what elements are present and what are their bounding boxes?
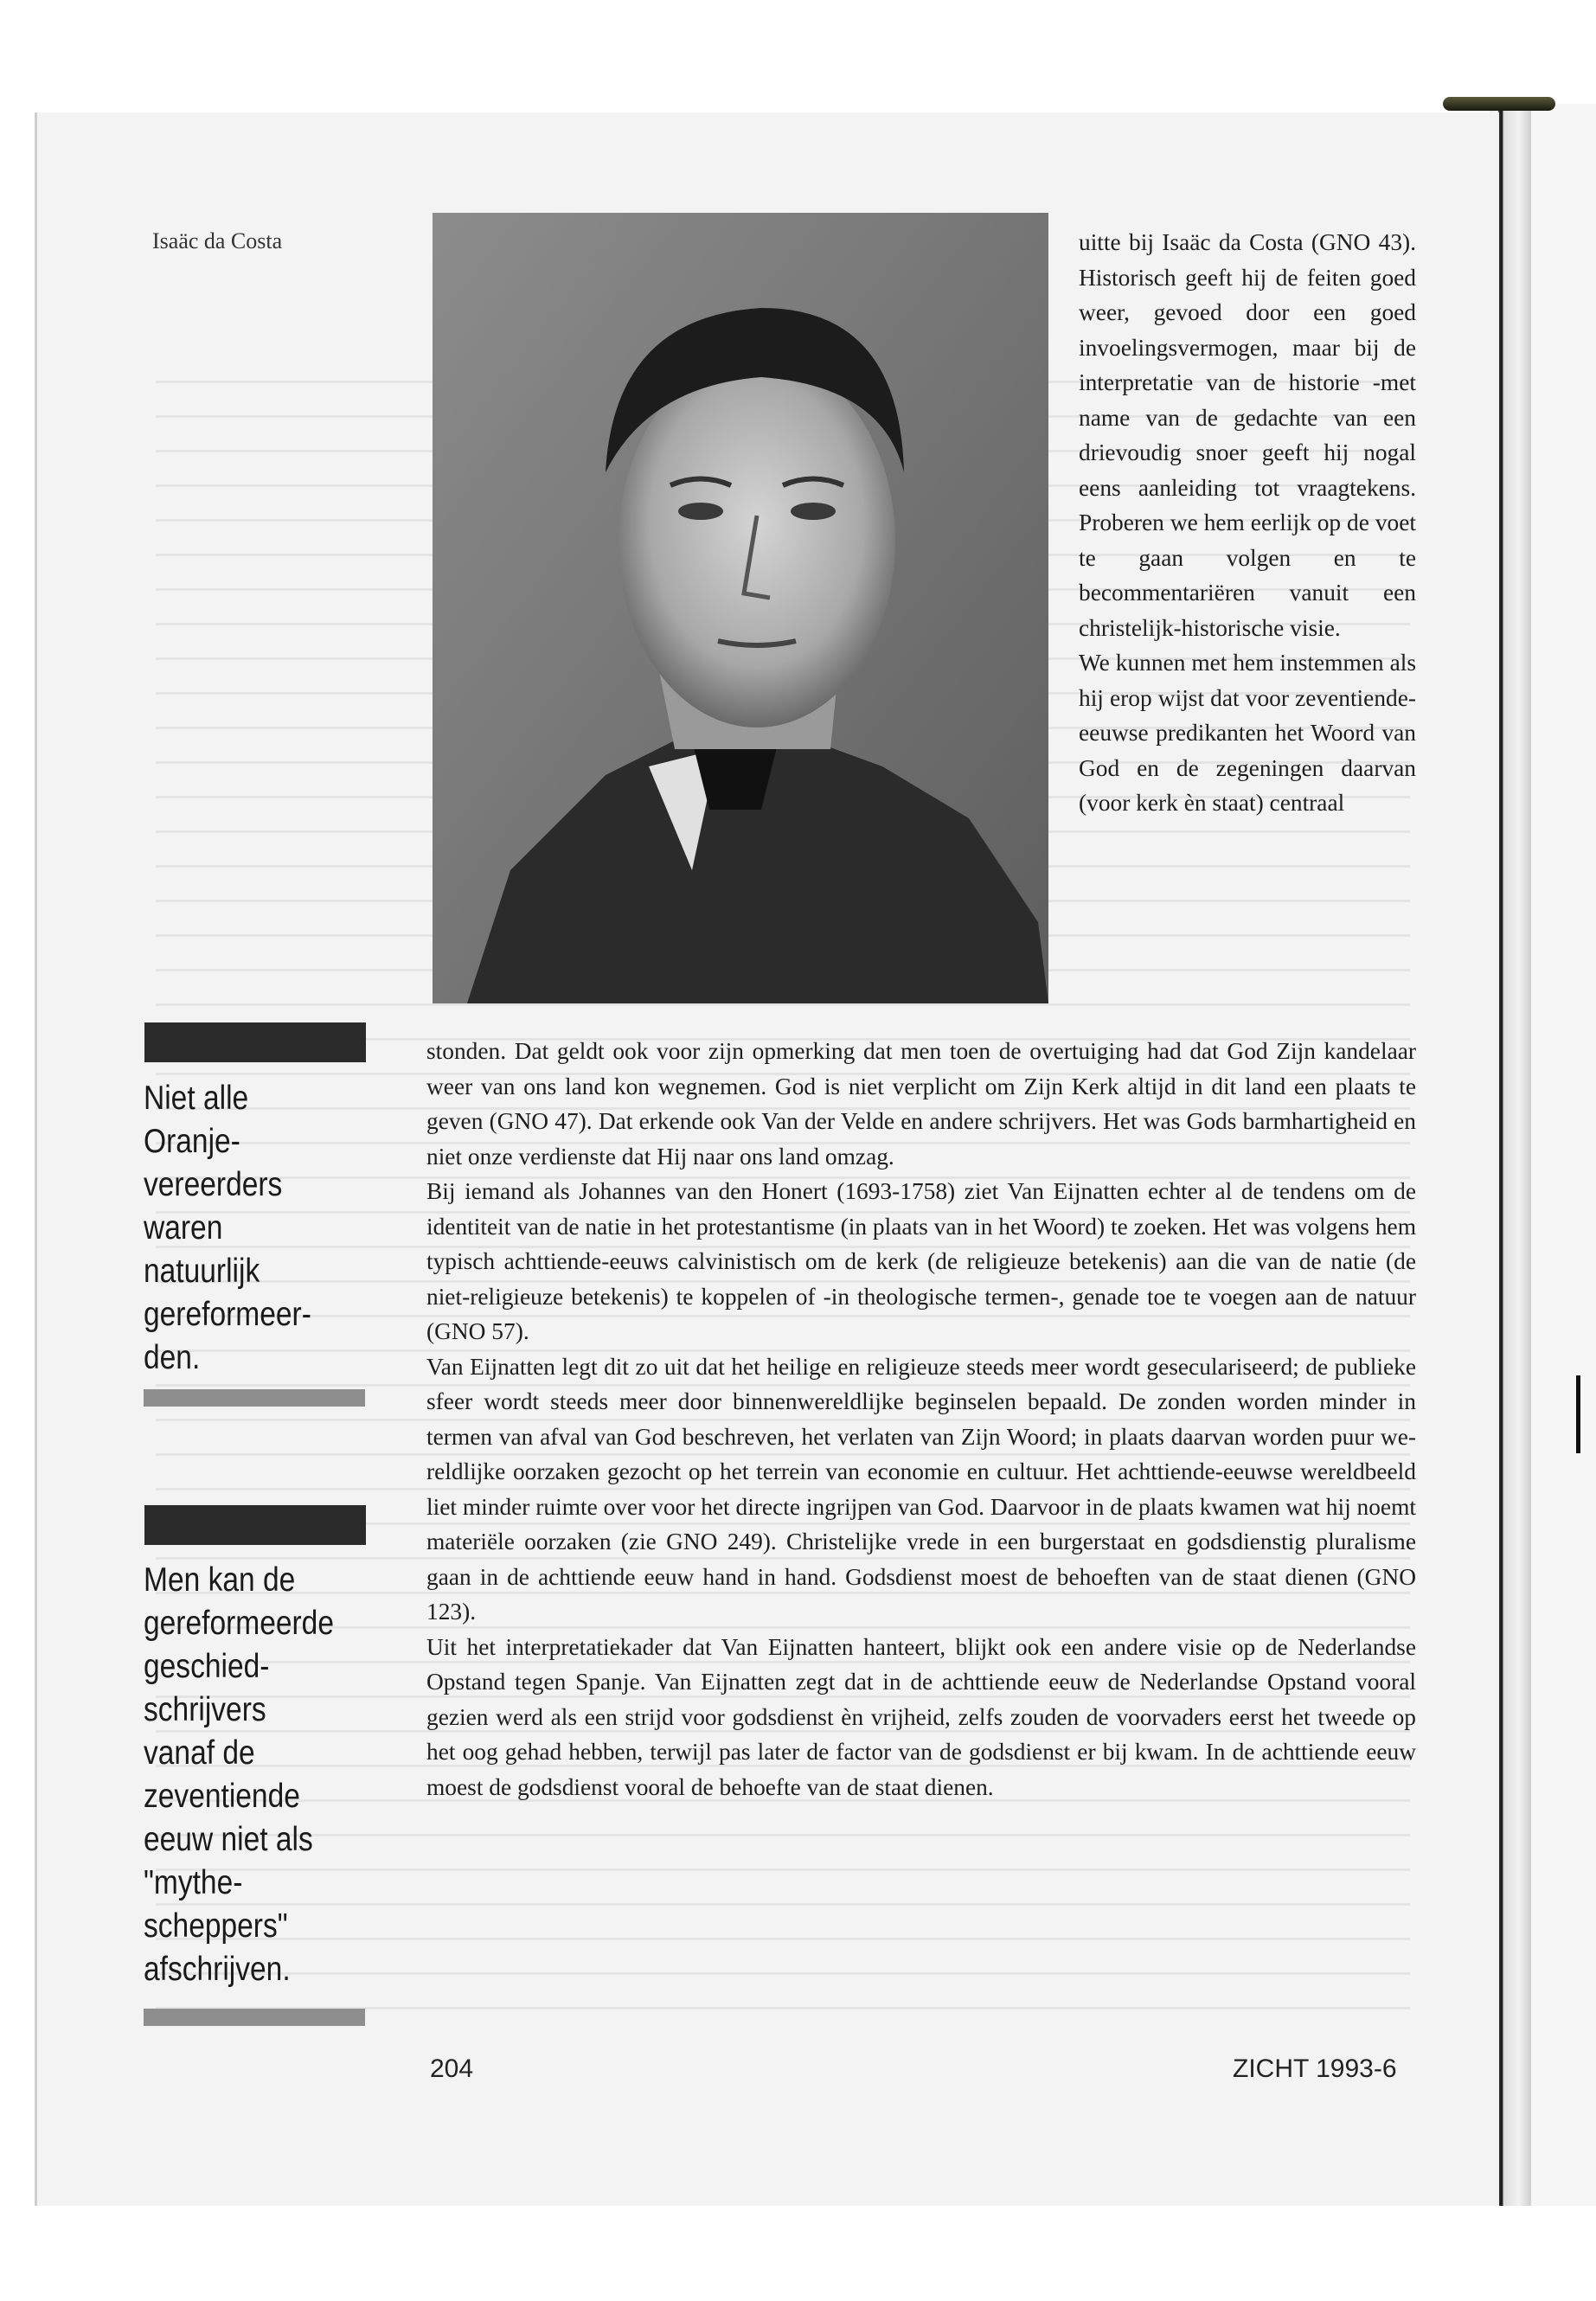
paragraph: Van Eijnatten legt dit zo uit dat het heilige en religieuze steeds meer wordt geseculariseerd; de publieke sfeer wordt steeds meer door binnenwereldlijke beginselen bepaald. De zonden worden minder in termen van afval van God beschreven, het verlaten van Zijn Woord; in plaats daarvan worden puur wereldlijke oorzaken gezocht op het terrein van economie en cultuur. Het achttiende-eeuwse wereldbeeld liet minder ruimte over voor het directe ingrijpen van God. Daarvoor in de plaats kwamen wat hij noemt materiële oorzaken (zie GNO 249). Christelijke vrede in een burgerstaat en godsdienstig pluralisme gaan in de achttiende eeuw hand in hand. Godsdienst moest de behoeften van de staat dienen (GNO 123).: [426, 1353, 1416, 1625]
paragraph: Bij iemand als Johannes van den Honert (1693-1758) ziet Van Eijnatten echter al de tendens om de identiteit van de natie in het protestantisme (in plaats van in het Woord) te zoeken. Het was volgens hem typisch achttiende-eeuws calvinistisch om de kerk (de religieuze betekenis) aan die van de natie (de niet-religieuze betekenis) te koppelen of -in theologische termen-, genade toe te voegen aan de natuur (GNO 57).: [426, 1178, 1416, 1344]
portrait-image: [433, 213, 1048, 1003]
pullquote-bar: [144, 1505, 366, 1545]
portrait-photo: [433, 213, 1048, 1003]
paragraph: Uit het interpretatiekader dat Van Eijnatten hanteert, blijkt ook een andere visie op de Nederlandse Opstand tegen Spanje. Van Eijnatten zegt dat in de achttiende eeuw de Nederlandse Opstand vooral gezien werd als een strijd voor godsdienst èn vrijheid, zelfs zouden de voorvaders eerst het tweede op het oog gehad hebben, terwijl pas later de factor van de godsdienst er bij kwam. In de achttiende eeuw moest de godsdienst vooral de behoefte van de staat dienen.: [426, 1633, 1416, 1800]
pullquote-2: Men kan de gereformeerde geschiedschrijvers vanaf de zeventiende eeuw niet als "mythescheppers" afschrijven.: [144, 1561, 334, 1988]
adjacent-page: [1531, 104, 1596, 2206]
spine-cap: [1443, 97, 1555, 111]
pullquote-rule: [144, 1389, 365, 1407]
text-column-wide: [426, 1034, 1416, 1804]
spine-mark: [1576, 1375, 1580, 1453]
paragraph: stonden. Dat geldt ook voor zijn opmerking dat men toen de overtuiging had dat God Zijn kandelaar weer van ons land kon wegnemen. God is niet verplicht om Zijn Kerk altijd in dit land een plaats te geven (GNO 47). Dat erkende ook Van der Velde en andere schrijvers. Het was Gods barmhartigheid en niet onze verdienste dat Hij naar ons land omzag.: [426, 1038, 1416, 1170]
journal-issue: ZICHT 1993-6: [1233, 2054, 1397, 2083]
paragraph: We kunnen met hem instemmen als hij erop wijst dat voor zeventiendeeeuwse predikanten het Woord van God en de zegeningen daarvan (voor kerk èn staat) centraal: [1079, 650, 1416, 816]
pullquote-rule: [144, 2009, 365, 2026]
page-number: 204: [430, 2054, 474, 2083]
pullquote-bar: [144, 1022, 366, 1062]
running-head: Isaäc da Costa: [152, 228, 283, 253]
paragraph: uitte bij Isaäc da Costa (GNO 43). Historisch geeft hij de feiten goed weer, gevoed door een goed invoelingsvermogen, maar bij de interpretatie van de historie -met name van de gedachte van een drievoudig snoer geeft hij nogal eens aanleiding tot vraagtekens. Proberen we hem eerlijk op de voet te gaan volgen en te becommentariëren vanuit een christelijk-historische visie.: [1079, 229, 1416, 641]
pullquote-1: Niet alle Oranjevereerders waren natuurlijk gereformeerden.: [144, 1080, 311, 1376]
text-column-narrow: [1079, 225, 1416, 821]
